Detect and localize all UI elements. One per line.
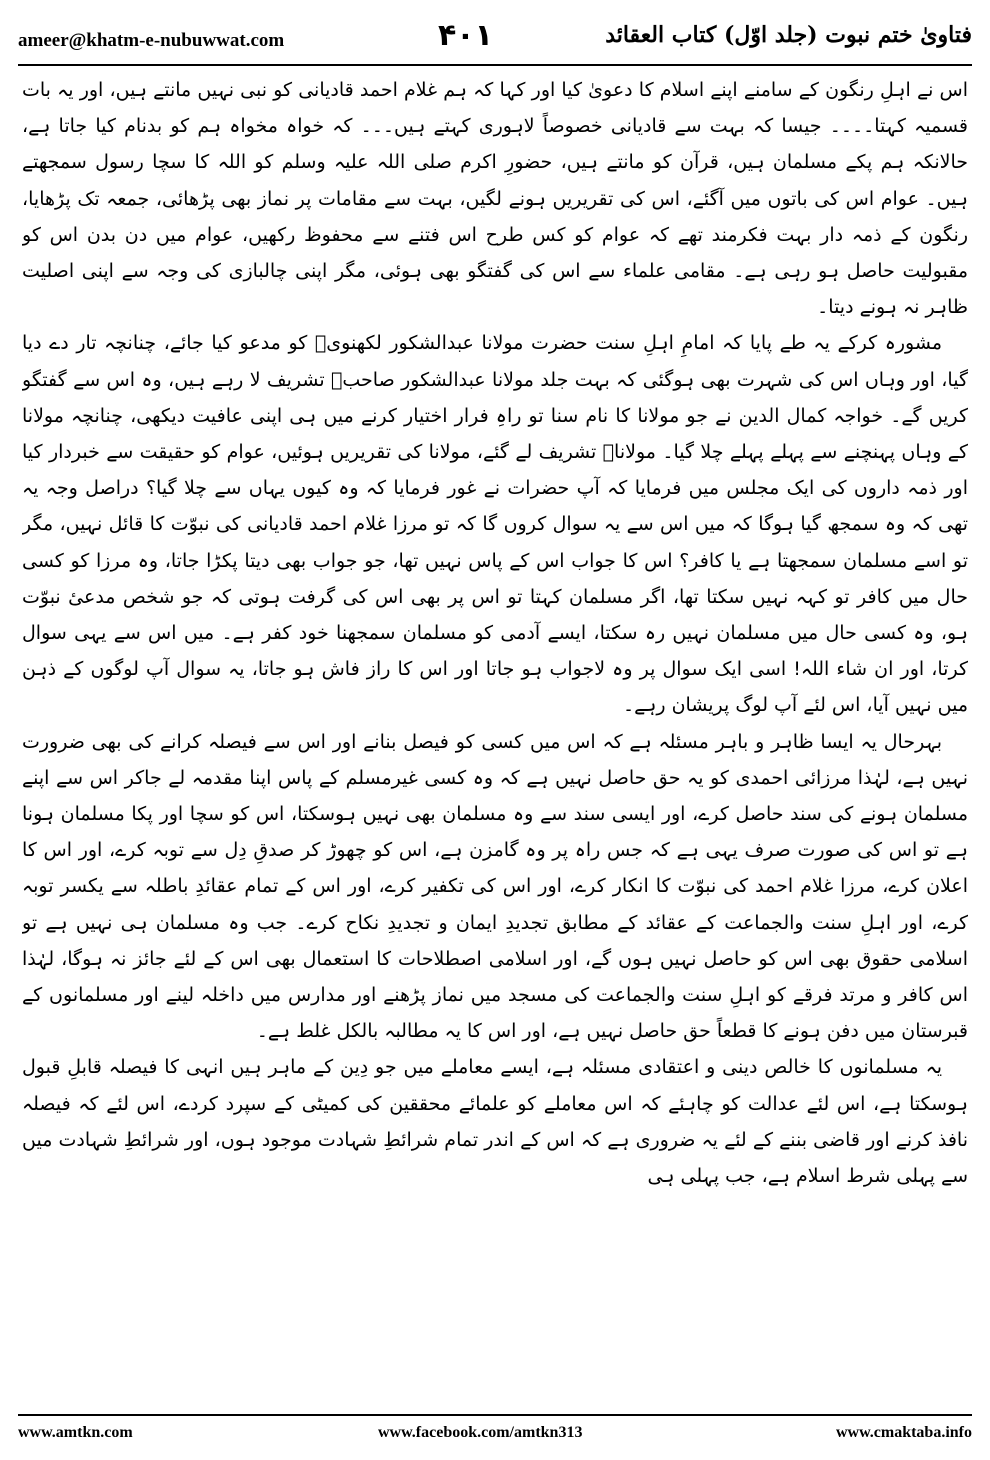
paragraph: اس نے اہلِ رنگون کے سامنے اپنے اسلام کا دعویٰ کیا اور کہا کہ ہم غلام احمد قادیانی کو نبی نہیں مانتے ہیں، اور یہ بات قسمیہ کہتا۔۔۔۔ جیسا کہ بہت سے قادیانی خصوصاً لاہوری کہتے ہیں۔۔۔ کہ خواہ مخواہ ہم کو بدنام کیا جاتا ہے، حالانکہ ہم پکے مسلمان ہیں، قرآن کو مانتے ہیں، حضورِ اکرم صلی اللہ علیہ وسلم کو اللہ کا سچا رسول سمجھتے ہیں۔ عوام اس کی باتوں میں آگئے، اس کی تقریریں ہونے لگیں، بہت سے مقامات پر نماز بھی پڑھائی، جمعہ تک پڑھایا، رنگون کے ذمہ دار بہت فکرمند تھے کہ عوام کو کس طرح اس فتنے سے محفوظ رکھیں، عوام میں دن بدن اس کو مقبولیت حاصل ہو رہی ہے۔ مقامی علماء سے اس کی گفتگو بھی ہوئی، مگر اپنی چالبازی کی وجہ سے اپنی اصلیت ظاہر نہ ہونے دیتا۔ — [22, 79, 968, 319]
paragraph: بہرحال یہ ایسا ظاہر و باہر مسئلہ ہے کہ اس میں کسی کو فیصل بنانے اور اس سے فیصلہ کرانے کی بھی ضرورت نہیں ہے، لہٰذا مرزائی احمدی کو یہ حق حاصل نہیں ہے کہ وہ کسی غیرمسلم کے پاس اپنا مقدمہ لے جاکر اس سے اپنے مسلمان ہونے کی سند حاصل کرے، اور ایسی سند سے وہ مسلمان بھی نہیں ہوسکتا، اس کو سچا اور پکا مسلمان ہونا ہے تو اس کی صورت صرف یہی ہے کہ جس راہ پر وہ گامزن ہے، اس کو چھوڑ کر صدقِ دِل سے توبہ کرے، اور اس کا اعلان کرے، مرزا غلام احمد کی نبوّت کا انکار کرے، اور اس کی تکفیر کرے، اور اس کے تمام عقائدِ باطلہ سے یکسر توبہ کرے، اور اہلِ سنت والجماعت کے عقائد کے مطابق تجدیدِ ایمان و تجدیدِ نکاح کرے۔ جب وہ مسلمان ہی نہیں ہے تو اسلامی حقوق بھی اس کو حاصل نہیں ہوں گے، اور اسلامی اصطلاحات کا استعمال بھی اس کے لئے جائز نہ ہوگا، لہٰذا اس کافر و مرتد فرقے کو اہلِ سنت والجماعت کی مسجد میں نماز پڑھنے اور مدارس میں داخلہ لینے اور مسلمانوں کے قبرستان میں دفن ہونے کا قطعاً حق حاصل نہیں ہے، اور اس کا یہ مطالبہ بالکل غلط ہے۔ — [22, 730, 968, 1043]
book-title: فتاویٰ ختم نبوت (جلد اوّل) کتاب العقائد — [605, 22, 972, 48]
footer-link-amtkn[interactable]: www.amtkn.com — [18, 1424, 133, 1441]
footer-link-cmaktaba[interactable]: www.cmaktaba.info — [835, 1424, 972, 1441]
footer-link-facebook[interactable]: www.facebook.com/amtkn313 — [378, 1424, 583, 1441]
header-divider — [18, 64, 972, 66]
page-number: ۴۰۱ — [438, 18, 493, 53]
footer-divider — [18, 1414, 972, 1416]
header-email: ameer@khatm-e-nubuwwat.com — [18, 30, 285, 51]
page-header — [18, 18, 972, 62]
page-footer — [18, 1424, 972, 1448]
body-text — [22, 72, 968, 1402]
paragraph: یہ مسلمانوں کا خالص دینی و اعتقادی مسئلہ ہے، ایسے معاملے میں جو دِین کے ماہر ہیں انہی کا فیصلہ قابلِ قبول ہوسکتا ہے، اس لئے عدالت کو چاہئے کہ اس معاملے کو علمائے محققین کی کمیٹی کے سپرد کردے، اس لئے کہ فیصلہ نافذ کرنے اور قاضی بننے کے لئے یہ ضروری ہے کہ اس کے اندر تمام شرائطِ شہادت موجود ہوں، اور شرائطِ شہادت میں سے پہلی شرط اسلام ہے، جب پہلی ہی — [22, 1056, 968, 1188]
paragraph: مشورہ کرکے یہ طے پایا کہ امامِ اہلِ سنت حضرت مولانا عبدالشکور لکھنویؒ کو مدعو کیا جائے، چنانچہ تار دے دیا گیا، اور وہاں اس کی شہرت بھی ہوگئی کہ بہت جلد مولانا عبدالشکور صاحبؒ تشریف لا رہے ہیں، وہ اس سے گفتگو کریں گے۔ خواجہ کمال الدین نے جو مولانا کا نام سنا تو راہِ فرار اختیار کرنے میں ہی اپنی عافیت دیکھی، چنانچہ مولانا کے وہاں پہنچنے سے پہلے پہلے چلا گیا۔ مولاناؒ تشریف لے گئے، مولانا کی تقریریں ہوئیں، عوام کو حقیقت سے خبردار کیا اور ذمہ داروں کی ایک مجلس میں فرمایا کہ آپ حضرات نے غور فرمایا کہ وہ کیوں یہاں سے چلا گیا؟ دراصل وجہ یہ تھی کہ وہ سمجھ گیا ہوگا کہ میں اس سے یہ سوال کروں گا کہ تو مرزا غلام احمد قادیانی کی نبوّت کا قائل نہیں، مگر تو اسے مسلمان سمجھتا ہے یا کافر؟ اس کا جواب اس کے پاس نہیں تھا، جو جواب بھی دیتا پکڑا جاتا، وہ مرزا کو کسی حال میں کافر تو کہہ نہیں سکتا تھا، اگر مسلمان کہتا تو اس پر بھی اس کی گرفت ہوتی کہ جو شخص مدعیٔ نبوّت ہو، وہ کسی حال میں مسلمان نہیں رہ سکتا، ایسے آدمی کو مسلمان سمجھنا خود کفر ہے۔ میں اس سے یہی سوال کرتا، اور ان شاء اللہ! اسی ایک سوال پر وہ لاجواب ہو جاتا اور اس کا راز فاش ہو جاتا، یہ سوال آپ لوگوں کے ذہن میں نہیں آیا، اس لئے آپ لوگ پریشان رہے۔ — [22, 332, 968, 717]
